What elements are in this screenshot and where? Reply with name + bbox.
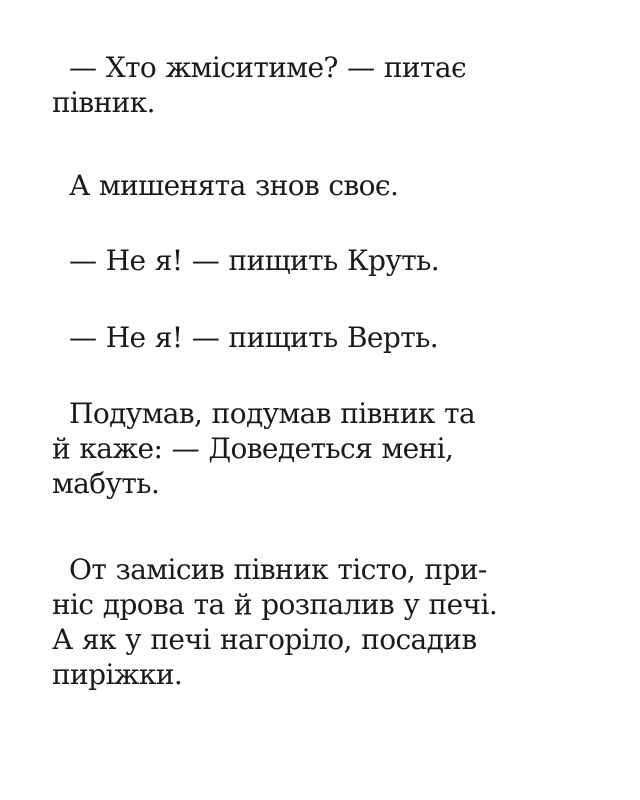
text-line: мабуть. [52,467,160,500]
text-line: А як у печі нагоріло, посадив [52,623,477,656]
text-line: От замісив півник тісто, при- [69,553,487,586]
paragraph-krut-reply [52,243,612,278]
text-line: — Не я! — пищить Круть. [69,244,440,277]
text-line: півник. [52,86,155,119]
text-line: й каже: — Доведеться мені, [52,432,454,465]
text-line: Подумав, подумав півник та [69,397,476,430]
paragraph-who-will-knead [52,50,612,120]
text-line: — Не я! — пищить Верть. [69,321,439,354]
paragraph-mice-again [52,168,612,203]
paragraph-rooster-bakes [52,552,612,692]
paragraph-rooster-thinks [52,396,612,501]
text-line: А мишенята знов своє. [69,169,399,202]
text-line: ніс дрова та й розпалив у печі. [52,588,498,621]
text-line: пиріжки. [52,658,183,691]
paragraph-vert-reply [52,320,612,355]
text-line: — Хто жміситиме? — питає [69,51,467,84]
